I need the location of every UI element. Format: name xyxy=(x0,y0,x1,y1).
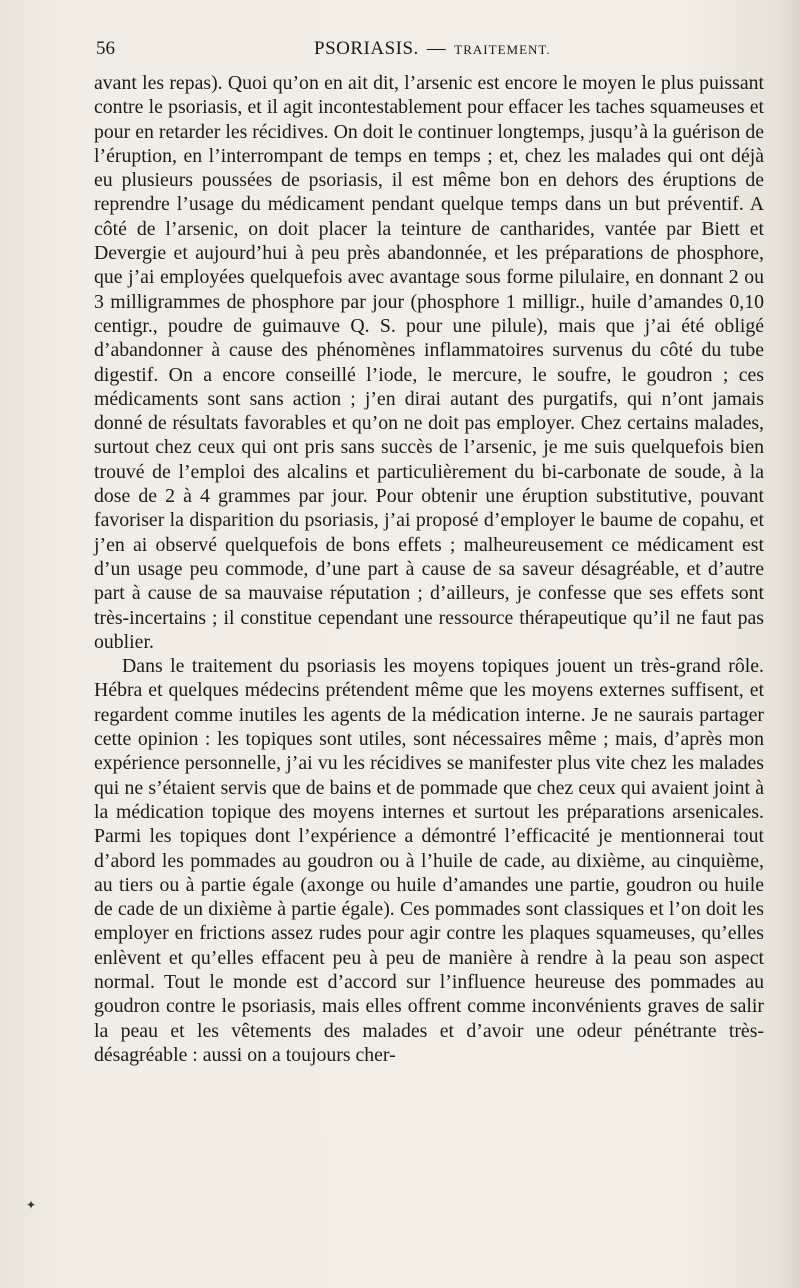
margin-ink-mark: ✦ xyxy=(26,1198,37,1212)
running-title xyxy=(314,38,551,60)
running-title-main: PSORIASIS. xyxy=(314,38,419,59)
paragraph-continuation: avant les repas). Quoi qu’on en ait dit, l’arsenic est encore le moyen le plus puissant contre le psoriasis, et il agit incontestablement pour effacer les taches squameuses et pour en retarder les récidives. On doit le continuer longtemps, jusqu’à la guérison de l’éruption, en l’interrompant de temps en temps ; et, chez les malades qui ont déjà eu plusieurs poussées de psoriasis, il est même bon en dehors des éruptions de reprendre l’usage du médicament pendant quelque temps dans un but préventif. A côté de l’arsenic, on doit placer la teinture de cantharides, vantée par Biett et Devergie et aujourd’hui à peu près abandonnée, et les préparations de phosphore, que j’ai employées quelquefois avec avantage sous forme pilulaire, en donnant 2 ou 3 milligrammes de phosphore par jour (phosphore 1 milligr., huile d’amandes 0,10 centigr., poudre de guimauve Q. S. pour une pilule), mais que j’ai été obligé d’abandonner à cause des phénomènes inflammatoires survenus du côté du tube digestif. On a encore conseillé l’iode, le mercure, le soufre, le goudron ; ces médicaments sont sans action ; j’en dirai autant des purgatifs, qui n’ont jamais donné de résultats favorables et qu’on ne doit pas employer. Chez certains malades, surtout chez ceux qui ont pris sans succès de l’arsenic, je me suis quelquefois bien trouvé de l’emploi des alcalins et particulièrement du bi-carbonate de soude, à la dose de 2 à 4 grammes par jour. Pour obtenir une éruption substitutive, pouvant favoriser la disparition du psoriasis, j’ai proposé d’employer le baume de copahu, et j’en ai observé quelquefois de bons effets ; malheureusement ce médicament est d’un usage peu commode, d’une part à cause de sa saveur désagréable, et d’autre part à cause de sa mauvaise réputation ; d’ailleurs, je confesse que ses effets sont très-incertains ; il constitue cependant une ressource thérapeutique qu’il ne faut pas oublier. xyxy=(94,72,764,653)
page-number: 56 xyxy=(96,38,115,59)
paragraph-topical-treatment: Dans le traitement du psoriasis les moyens topiques jouent un très-grand rôle. Hébra et quelques médecins prétendent même que les moyens externes suffisent, et regardent comme inutiles les agents de la médication interne. Je ne saurais partager cette opinion : les topiques sont utiles, sont nécessaires même ; mais, d’après mon expérience personnelle, j’ai vu les récidives se manifester plus vite chez les malades qui ne s’étaient servis que de bains et de pommade que chez ceux qui avaient joint à la médication topique des moyens internes et surtout les préparations arsenicales. Parmi les topiques dont l’expérience a démontré l’efficacité je mentionnerai tout d’abord les pommades au goudron ou à l’huile de cade, au dixième, au cinquième, au tiers ou à partie égale (axonge ou huile d’amandes une partie, goudron ou huile de cade de un dixième à partie égale). Ces pommades sont classiques et l’on doit les employer en frictions assez rudes pour agir contre les plaques squameuses, qu’elles enlèvent et qu’elles effacent peu à peu de manière à rendre à la peau son aspect normal. Tout le monde est d’accord sur l’influence heureuse des pommades au goudron contre le psoriasis, mais elles offrent comme inconvénients graves de salir la peau et les vêtements des malades et d’avoir une odeur pénétrante très-désagréable : aussi on a toujours cher- xyxy=(94,655,764,1066)
running-header xyxy=(96,38,764,62)
running-title-subtitle: TRAITEMENT. xyxy=(454,42,551,57)
running-title-separator: — xyxy=(426,38,447,59)
body-text xyxy=(94,71,764,1067)
